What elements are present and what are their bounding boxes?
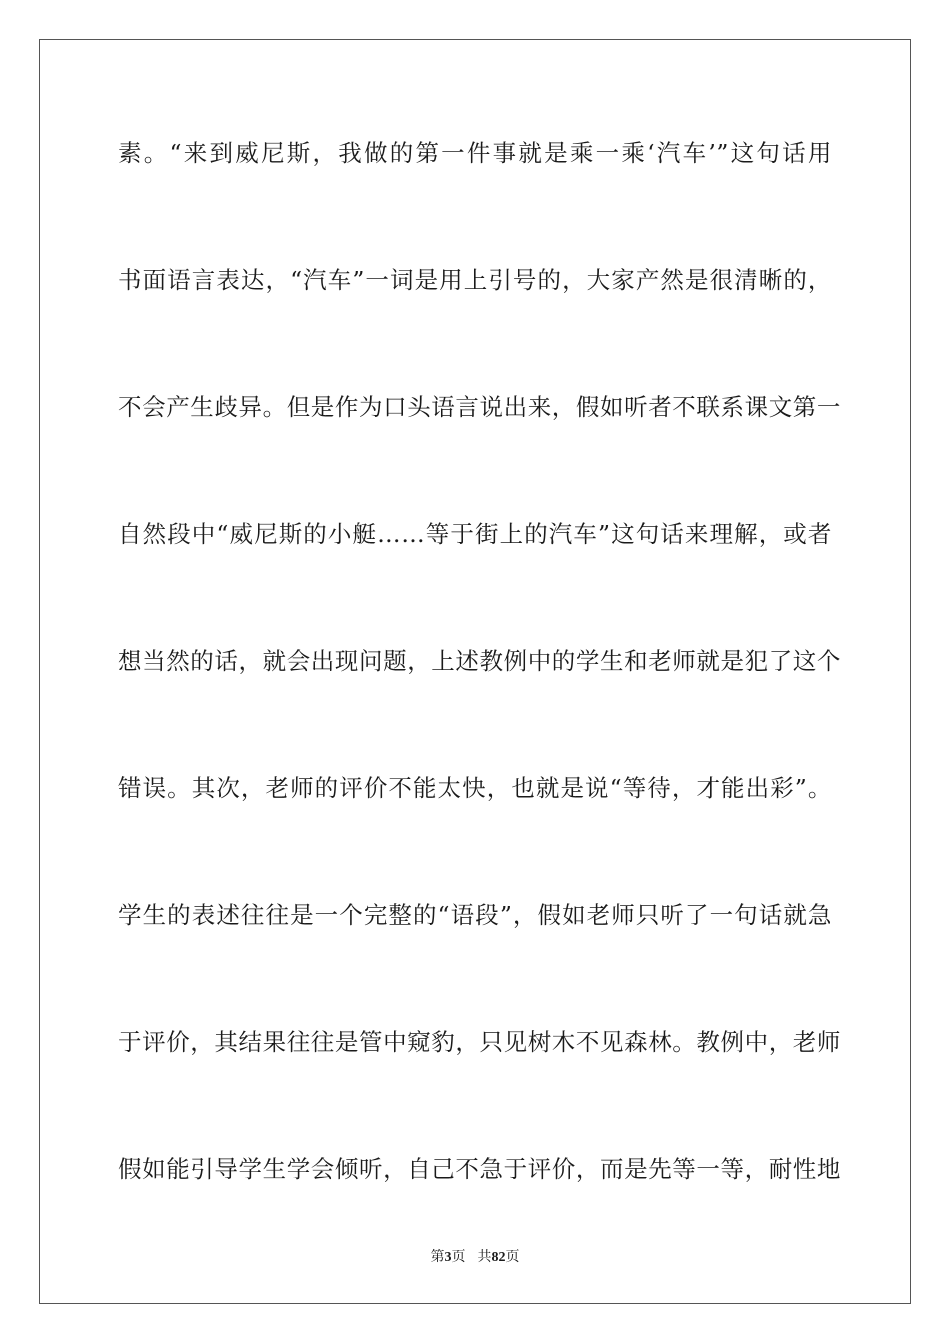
text-line: 自然段中“威尼斯的小艇……等于街上的汽车”这句话来理解，或者 (118, 520, 832, 548)
total-prefix: 共 (477, 1249, 492, 1265)
page-prefix: 第 (430, 1249, 445, 1265)
text-line: 不会产生歧异。但是作为口头语言说出来，假如听者不联系课文第一 (118, 393, 841, 421)
text-line: 素。“来到威尼斯，我做的第一件事就是乘一乘‘汽车’”这句话用 (118, 139, 832, 167)
text-line: 假如能引导学生学会倾听，自己不急于评价，而是先等一等，耐性地 (118, 1155, 841, 1183)
total-pages: 82 (491, 1250, 506, 1265)
page-number: 3 (444, 1250, 452, 1265)
text-line: 学生的表述往往是一个完整的“语段”，假如老师只听了一句话就急 (118, 901, 832, 929)
text-line: 错误。其次，老师的评价不能太快，也就是说“等待，才能出彩”。 (118, 774, 832, 802)
page-suffix: 页 (451, 1249, 466, 1265)
page-footer (0, 1247, 950, 1268)
text-line: 想当然的话，就会出现问题，上述教例中的学生和老师就是犯了这个 (118, 647, 841, 675)
document-body (118, 132, 841, 1190)
text-line: 书面语言表达，“汽车”一词是用上引号的，大家产然是很清晰的， (118, 266, 832, 294)
text-line: 于评价，其结果往往是管中窥豹，只见树木不见森林。教例中，老师 (118, 1028, 841, 1056)
total-suffix: 页 (505, 1249, 520, 1265)
